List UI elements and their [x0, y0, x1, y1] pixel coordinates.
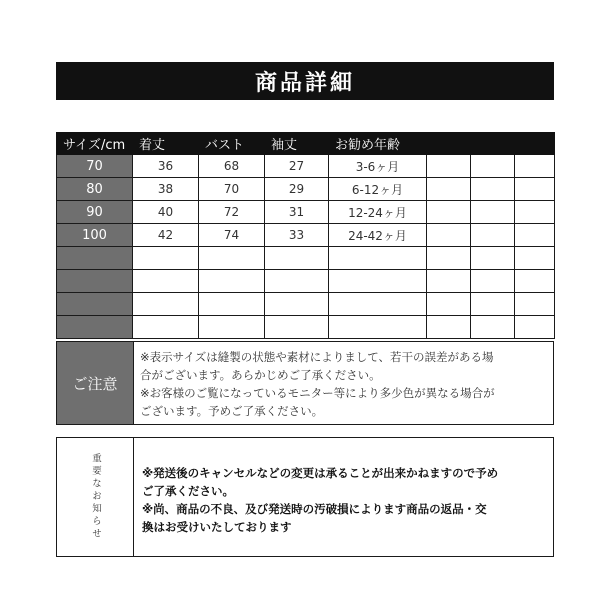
table-cell: [133, 293, 199, 316]
table-cell: 6-12ヶ月: [329, 178, 427, 201]
table-row: [57, 270, 555, 293]
table-row: [57, 155, 555, 178]
size-table: [56, 132, 555, 339]
table-cell: [133, 270, 199, 293]
table-cell: 12-24ヶ月: [329, 201, 427, 224]
table-cell: [265, 316, 329, 339]
notice-box: [56, 437, 554, 557]
notes-line: 合がございます。あらかじめご了承ください。: [140, 368, 381, 382]
table-cell: [329, 270, 427, 293]
notes-label: ご注意: [57, 342, 134, 424]
notice-line: ご了承ください。: [142, 484, 234, 498]
table-cell: [471, 316, 515, 339]
header-bust: バスト: [199, 133, 265, 155]
row-size-cell: 70: [57, 155, 133, 178]
table-row: [57, 247, 555, 270]
notice-line: ※尚、商品の不良、及び発送時の汚破損によります商品の返品・交: [142, 502, 487, 516]
table-cell: [265, 270, 329, 293]
table-cell: [427, 247, 471, 270]
table-cell: 29: [265, 178, 329, 201]
table-row: [57, 293, 555, 316]
table-cell: [199, 293, 265, 316]
notes-box: [56, 341, 554, 425]
row-size-cell: [57, 316, 133, 339]
table-row: [57, 224, 555, 247]
table-cell: [133, 316, 199, 339]
header-length: 着丈: [133, 133, 199, 155]
table-cell: [515, 247, 555, 270]
table-cell: [329, 247, 427, 270]
table-cell: [427, 270, 471, 293]
table-cell: [199, 316, 265, 339]
row-size-cell: 80: [57, 178, 133, 201]
table-cell: [199, 270, 265, 293]
header-size: サイズ/cm: [57, 133, 133, 155]
table-cell: 24-42ヶ月: [329, 224, 427, 247]
row-size-cell: [57, 270, 133, 293]
header-empty: [471, 133, 515, 155]
header-empty: [515, 133, 555, 155]
table-cell: 42: [133, 224, 199, 247]
table-cell: 72: [199, 201, 265, 224]
table-cell: 31: [265, 201, 329, 224]
table-cell: 70: [199, 178, 265, 201]
table-cell: 74: [199, 224, 265, 247]
table-row: [57, 316, 555, 339]
table-cell: [329, 293, 427, 316]
table-cell: 36: [133, 155, 199, 178]
notice-label: 重要なお知らせ: [90, 453, 101, 541]
notes-body: [134, 342, 553, 424]
table-cell: [471, 224, 515, 247]
table-cell: 27: [265, 155, 329, 178]
table-header-row: [57, 133, 555, 155]
notes-line: ※表示サイズは縫製の状態や素材によりまして、若干の誤差がある場: [140, 350, 494, 364]
header-age: お勧め年齢: [329, 133, 427, 155]
notice-line: 換はお受けいたしております: [142, 520, 292, 534]
table-cell: [515, 224, 555, 247]
table-cell: [133, 247, 199, 270]
notes-line: ございます。予めご了承ください。: [140, 404, 324, 418]
table-row: [57, 201, 555, 224]
table-cell: [515, 178, 555, 201]
table-cell: [471, 155, 515, 178]
row-size-cell: [57, 247, 133, 270]
table-cell: [427, 224, 471, 247]
table-cell: [471, 201, 515, 224]
notice-body: [134, 438, 553, 556]
table-cell: 33: [265, 224, 329, 247]
row-size-cell: 100: [57, 224, 133, 247]
table-cell: [471, 270, 515, 293]
row-size-cell: 90: [57, 201, 133, 224]
table-cell: [427, 316, 471, 339]
table-cell: [471, 293, 515, 316]
table-cell: [471, 178, 515, 201]
table-cell: [515, 293, 555, 316]
table-cell: 40: [133, 201, 199, 224]
row-size-cell: [57, 293, 133, 316]
table-cell: 68: [199, 155, 265, 178]
header-sleeve: 袖丈: [265, 133, 329, 155]
notes-line: ※お客様のご覧になっているモニター等により多少色が異なる場合が: [140, 386, 495, 400]
table-cell: [515, 316, 555, 339]
table-cell: 3-6ヶ月: [329, 155, 427, 178]
notice-label-cell: [57, 438, 134, 556]
table-cell: [329, 316, 427, 339]
table-cell: [199, 247, 265, 270]
table-cell: [515, 270, 555, 293]
table-cell: [427, 155, 471, 178]
table-cell: [427, 293, 471, 316]
table-cell: [471, 247, 515, 270]
table-cell: [427, 201, 471, 224]
table-cell: [515, 201, 555, 224]
notice-line: ※発送後のキャンセルなどの変更は承ることが出来かねますので予め: [142, 466, 499, 480]
header-empty: [427, 133, 471, 155]
table-cell: [427, 178, 471, 201]
table-cell: [265, 247, 329, 270]
table-cell: [515, 155, 555, 178]
table-row: [57, 178, 555, 201]
table-cell: 38: [133, 178, 199, 201]
page-title: 商品詳細: [56, 62, 554, 100]
table-cell: [265, 293, 329, 316]
